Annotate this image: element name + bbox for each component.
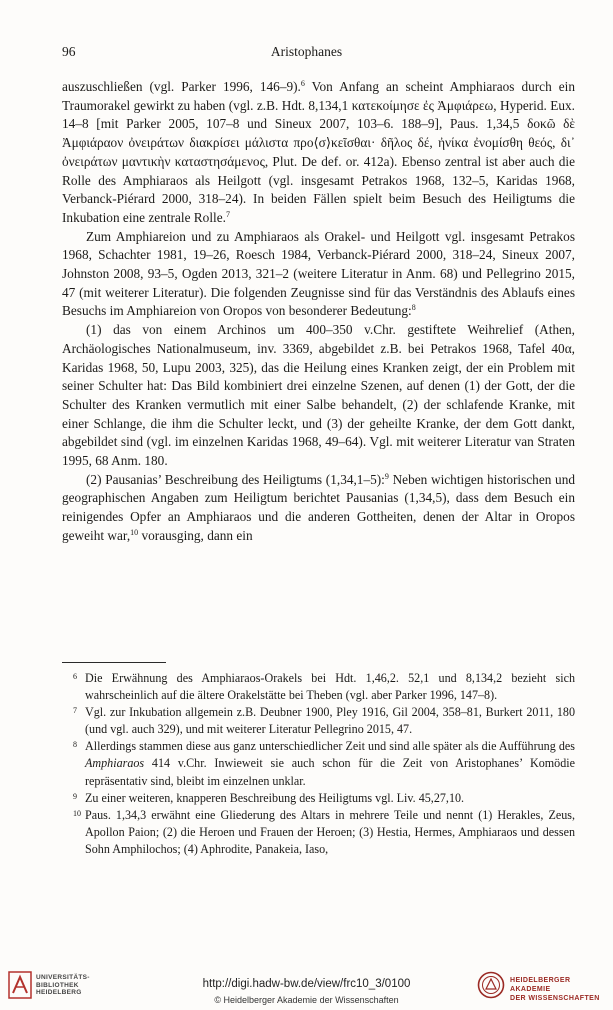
paragraph-4-part-a: (2) Pausanias’ Beschreibung des Heiligtums (1,34,1–5): bbox=[86, 471, 385, 487]
footnote-ref-6[interactable]: 6 bbox=[300, 79, 305, 88]
paragraph-1-part-a: auszuschließen (vgl. Parker 1996, 146–9). bbox=[62, 79, 301, 94]
footnote-text-b: 414 v.Chr. Inwieweit sie auch schon für die Zeit von Aristophanes’ Komödie repräsentativ sind, bleibt im einzelnen unklar. bbox=[85, 756, 575, 788]
footnote-marker: 9 bbox=[73, 791, 77, 801]
footnote-text-a: Allerdings stammen diese aus ganz unterschiedlicher Zeit und sind alle später als die Aufführung des bbox=[85, 739, 575, 754]
footnote-marker: 6 bbox=[73, 672, 77, 681]
footnote-text: Paus. 1,34,3 erwähnt eine Gliederung des Altars in mehrere Teile und nennt (1) Herakles, Zeus, Apollon Paion; (2) die Heroen und Frauen der Heroen; (3) Hestia, Hermes, Amphiaraos und dessen Sohn Amphilochos; (4) Aphrodite, Panakeia, Iaso, bbox=[85, 807, 575, 856]
footer bbox=[0, 963, 613, 1010]
paragraph-1 bbox=[62, 78, 575, 228]
academy-logo-line: DER WISSENSCHAFTEN bbox=[510, 995, 600, 1002]
academy-logo-text bbox=[510, 976, 609, 1003]
academy-logo[interactable] bbox=[477, 969, 609, 1005]
footnote-marker: 7 bbox=[73, 706, 77, 716]
footnote-marker: 8 bbox=[73, 740, 77, 750]
footnote-ref-10[interactable]: 10 bbox=[130, 527, 139, 537]
main-text bbox=[62, 78, 575, 546]
footnotes bbox=[62, 670, 575, 858]
footnote-marker: 10 bbox=[73, 808, 81, 818]
paragraph-4-part-c: vorausging, dann ein bbox=[138, 527, 253, 543]
library-logo-line: HEIDELBERG bbox=[36, 989, 82, 996]
page-number: 96 bbox=[62, 44, 76, 59]
footnote-text: Die Erwähnung des Amphiaraos-Orakels bei Hdt. 1,46,2. 52,1 und 8,134,2 bezieht sich wahrscheinlich auf die ältere Orakelstätte bei Theben (vgl. aber Parker 1996, 147–8). bbox=[85, 671, 575, 703]
source-url-link[interactable]: http://digi.hadw-bw.de/view/frc10_3/0100 bbox=[202, 978, 411, 990]
footnote-divider bbox=[62, 662, 166, 663]
running-title: Aristophanes bbox=[270, 44, 343, 59]
library-logo-line: BIBLIOTHEK bbox=[36, 981, 79, 989]
paragraph-2 bbox=[62, 228, 575, 322]
footnote-8 bbox=[62, 738, 575, 789]
paragraph-1-part-b: Von Anfang an scheint Amphiaraos durch ein Traumorakel gewirkt zu haben (vgl. z.B. Hdt. 8,134,1 κατεκοίμησε ἐς Ἀμφιάρεω, Hyperid. Eux. 14–8 [mit Parker 2005, 107–8 und Sineux 2007, 103–6. 188–9], Paus. 1,34,5 δοκῶ δὲ Ἀμφιάραον ὀνειράτων διακρίσει μάλιστα προ⟨σ⟩κεῖσθαι· δῆλος δέ, ἠνίκα ἐνομίσθη θεός, δι᾽ ὀνειράτων μαντικὴν καταστησάμενος, Plut. De def. or. 412a). Ebenso zentral ist aber auch die Rolle des Amphiaraos als Heilgott (vgl. insgesamt Petrakos 1968, 132–5, Karidas 1968, Verbanck-Piérard 2000, 318–24). In beiden Fällen spielt beim Besuch des Heiligtums die Inkubation eine zentrale Rolle. bbox=[62, 79, 575, 225]
footnote-9 bbox=[62, 790, 575, 807]
footnote-7 bbox=[62, 704, 575, 738]
academy-seal-icon bbox=[477, 971, 505, 999]
footnote-text: Vgl. zur Inkubation allgemein z.B. Deubner 1900, Pley 1916, Gil 2004, 358–81, Burkert 2011, 180 (und vgl. auch 329), und mit weiterer Literatur Pellegrino 2015, 47. bbox=[85, 705, 575, 737]
library-logo-line: UNIVERSITÄTS- bbox=[36, 974, 90, 981]
copyright-notice: © Heidelberger Akademie der Wissenschaften bbox=[214, 995, 399, 1005]
paragraph-3: (1) das von einem Archinos um 400–350 v.Chr. gestiftete Weihrelief (Athen, Archäologisches Nationalmuseum, inv. 3369, abgebildet z.B. bei Petrakos 1968, Tafel 40α, Karidas 1968, 50, Lupu 2003, 325), das die Heilung eines Kranken zeigt, der ein Problem mit seiner Schulter hat: Das Bild kombiniert drei einzelne Szenen, auf denen (1) der Gott, der die Schulter des Kranken vermutlich mit einer Salbe behandelt, (2) der schlafende Kranke, mit einer Schlange, die ihm die Schulter leckt, und (3) der geheilte Kranke, der dem Gott dankt, abgebildet sind (vgl. im einzelnen Karidas 1968, 49–64). Vgl. mit weiterer Literatur van Straten 1995, 68 Anm. 180. bbox=[62, 322, 575, 469]
paragraph-2-text: Zum Amphiareion und zu Amphiaraos als Orakel- und Heilgott vgl. insgesamt Petrakos 1968, Schachter 1981, 19–26, Roesch 1984, Verbanck-Piérard 2000, 318–24, Sineux 2007, Johnston 2008, 93–5, Ogden 2013, 321–2 (weitere Literatur in Anm. 68) und Pellegrino 2015, 47 (mit weiterer Literatur). Die folgenden Zeugnisse sind für das Verständnis des Ablaufs eines Besuchs im Amphiareion von Oropos von besonderer Bedeutung: bbox=[62, 228, 575, 319]
footnote-ref-7[interactable]: 7 bbox=[225, 209, 230, 219]
footnote-10 bbox=[62, 807, 575, 858]
footnote-ref-9[interactable]: 9 bbox=[384, 471, 389, 481]
footnote-6 bbox=[62, 670, 575, 704]
footnote-ref-8[interactable]: 8 bbox=[411, 303, 416, 313]
paragraph-4 bbox=[62, 471, 575, 546]
footnote-text: Zu einer weiteren, knapperen Beschreibung des Heiligtums vgl. Liv. 45,27,10. bbox=[85, 790, 465, 805]
footnote-text-title: Amphiaraos bbox=[85, 756, 145, 771]
academy-logo-line: HEIDELBERGER AKADEMIE bbox=[510, 977, 571, 993]
paragraph-4-part-b: Neben wichtigen historischen und geographischen Angaben zum Heiligtum berichtet Pausanias (1,34,5), dass dem Besuch ein reinigendes Opfer an Amphiaraos und die anderen Gottheiten, denen der Altar in Oropos geweiht war, bbox=[62, 471, 576, 543]
